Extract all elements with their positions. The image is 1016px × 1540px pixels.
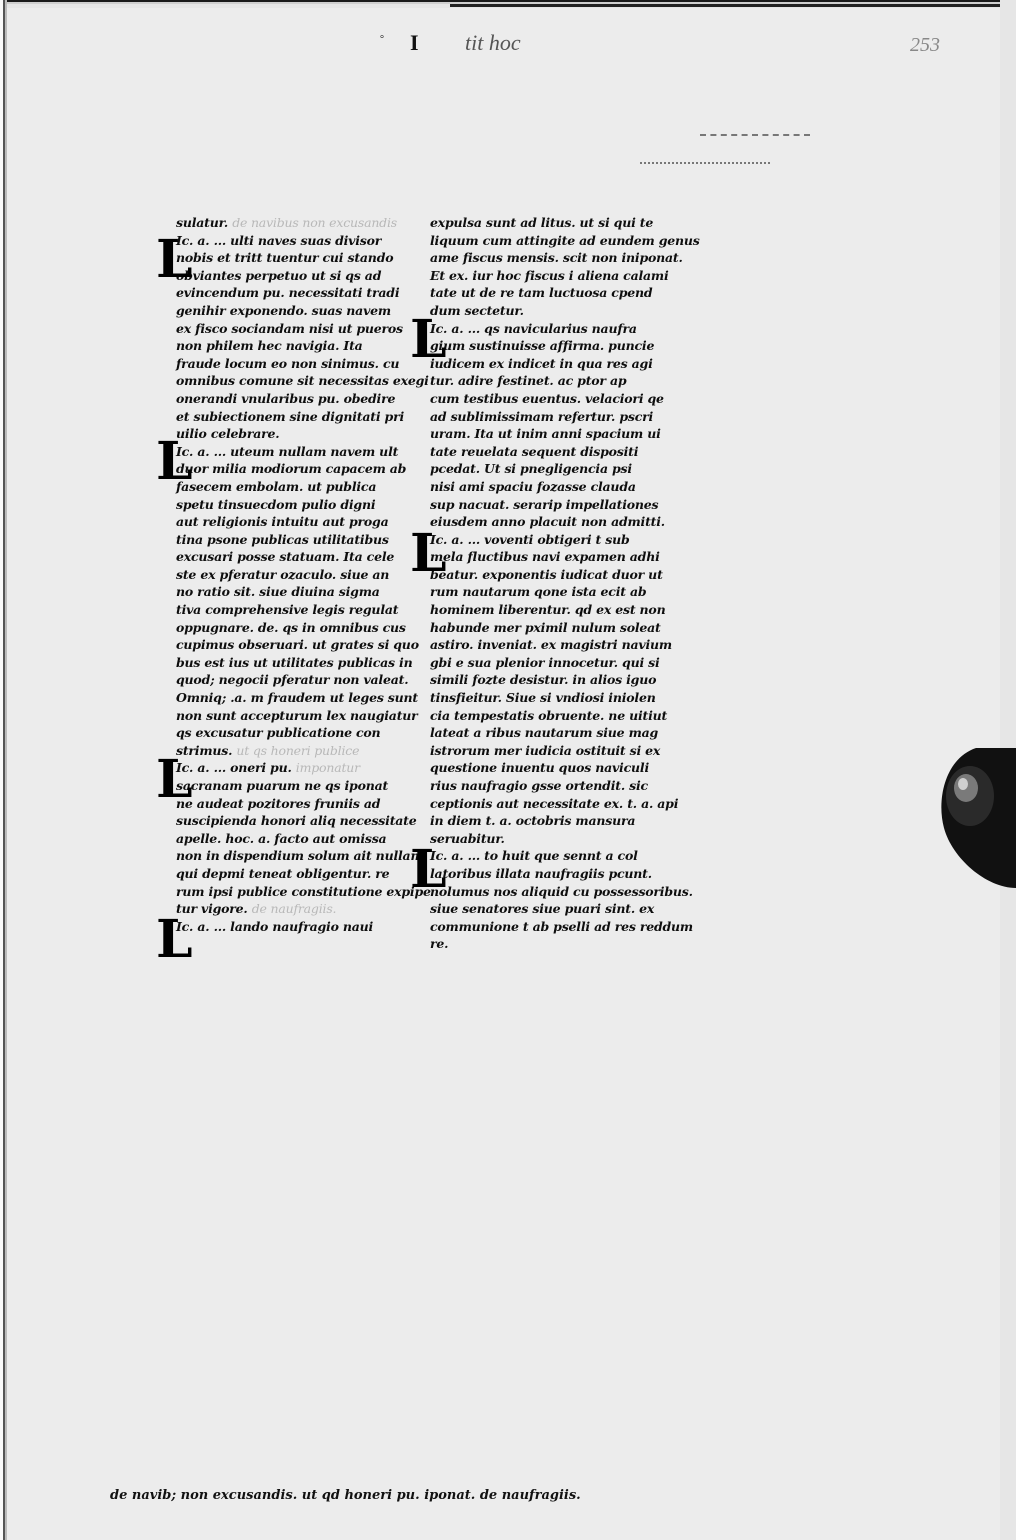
header-mark: I (410, 30, 419, 55)
text-line (176, 513, 402, 531)
line-text: eiusdem anno placuit non admitti. (430, 514, 665, 530)
line-text: cum testibus euentus. velaciori qe (430, 390, 664, 406)
text-line (176, 847, 424, 865)
text-line (176, 601, 402, 619)
line-text: latoribus illata naufragiis pcunt. (430, 865, 652, 881)
text-line (176, 812, 417, 830)
text-line (430, 865, 662, 883)
text-line (176, 214, 402, 232)
line-text: ex fisco sociandam nisi ut pueros (176, 320, 403, 336)
text-line (176, 707, 418, 725)
text-line (430, 566, 662, 584)
line-text: non in dispendium solum ait nullam (176, 848, 424, 864)
line-text: habunde mer pximil nulum soleat (430, 619, 661, 635)
header-title: tit hoc (465, 30, 521, 55)
text-line (430, 232, 700, 250)
line-text: Omniq; .a. m fraudem ut leges sunt (176, 690, 418, 706)
line-text: pcedat. Ut si pnegligencia psi (430, 461, 632, 477)
line-text: Ic. a. ... to huit que sennt a col (430, 848, 638, 864)
text-line (176, 478, 402, 496)
text-line (176, 496, 402, 514)
line-text: in diem t. a. octobris mansura (430, 813, 636, 829)
text-line (176, 566, 402, 584)
text-line (176, 425, 402, 443)
text-line (176, 883, 431, 901)
line-text: aut religionis intuitu aut proga (176, 514, 389, 530)
line-text: tate reuelata sequent dispositi (430, 443, 639, 459)
text-line (430, 935, 662, 953)
line-text: duor milia modiorum capacem ab (176, 461, 407, 477)
footer-annotation: de navib; non excusandis. ut qd honeri pu. iponat. de naufragiis. (110, 1488, 581, 1503)
text-line (430, 267, 669, 285)
text-line (430, 900, 662, 918)
text-line (430, 355, 662, 373)
line-text: evincendum pu. necessitati tradi (176, 285, 400, 301)
text-line (430, 531, 662, 549)
faded-rubric: de naufragiis. (251, 901, 337, 917)
binding-clip-image (936, 738, 1016, 898)
line-text: rius naufragio gsse ortendit. sic (430, 778, 648, 793)
folio-number: 253 (910, 34, 940, 56)
text-line (430, 830, 662, 848)
line-text: omnibus comune sit necessitas exegi (176, 373, 429, 389)
line-text: simili fozte desistur. in alios iguo (430, 672, 657, 688)
line-text: communione t ab pselli ad res reddum (430, 918, 693, 934)
text-line (176, 671, 409, 689)
text-line (176, 724, 402, 742)
line-text: uilio celebrare. (176, 426, 280, 442)
text-line (430, 671, 662, 689)
text-line (430, 478, 662, 496)
text-line (430, 795, 679, 813)
line-text: excusari posse statuam. Ita cele (176, 549, 395, 565)
line-text: ne audeat pozitores fruniis ad (176, 795, 381, 811)
text-line (176, 372, 429, 390)
line-text: no ratio sit. siue diuina sigma (176, 584, 380, 600)
initial-letter: L (410, 839, 447, 900)
text-line (430, 759, 662, 777)
line-text: istrorum mer iudicia ostituit si ex (430, 742, 661, 758)
text-line (176, 267, 402, 285)
initial-letter: L (410, 309, 447, 370)
text-line (430, 619, 662, 637)
line-text: qs excusatur publicatione con (176, 725, 381, 741)
binding-strip (450, 4, 1000, 7)
line-text: Ic. a. ... ulti naves suas divisor (176, 232, 382, 248)
line-text: non sunt accepturum lex naugiatur (176, 707, 418, 723)
line-text: tina psone publicas utilitatibus (176, 531, 389, 547)
text-line (176, 443, 402, 461)
line-text: ceptionis aut necessitate ex. t. a. api (430, 795, 679, 811)
text-line (430, 337, 662, 355)
line-text: nisi ami spaciu fozasse clauda (430, 478, 636, 494)
faded-rubric: ut qs honeri publice (236, 742, 360, 758)
text-line (176, 337, 402, 355)
text-line (176, 830, 402, 848)
text-line (176, 636, 419, 654)
line-text: ame fiscus mensis. scit non iniponat. (430, 250, 683, 266)
line-text: fraude locum eo non sinimus. cu (176, 355, 400, 371)
text-line (430, 654, 662, 672)
text-line (176, 795, 402, 813)
text-line (430, 918, 693, 936)
text-line (176, 619, 406, 637)
line-text: sacranam puarum ne qs iponat (176, 778, 389, 793)
line-text: re. (430, 936, 449, 952)
line-text: uram. Ita ut inim anni spacium ui (430, 426, 661, 442)
line-text: tiva comprehensive legis regulat (176, 602, 399, 618)
line-text: Et ex. iur hoc fiscus i aliena calami (430, 267, 669, 283)
initial-letter: L (410, 523, 447, 584)
line-text: seruabitur. (430, 830, 505, 846)
line-text: tur vigore. (176, 901, 248, 917)
text-line (176, 689, 418, 707)
text-line (176, 865, 402, 883)
line-text: liquum cum attingite ad eundem genus (430, 232, 700, 248)
header-dot: ° (380, 34, 384, 45)
text-line (430, 707, 668, 725)
initial-letter: L (156, 229, 193, 290)
line-text: obviantes perpetuo ut si qs ad (176, 267, 382, 283)
line-text: Ic. a. ... qs navicularius naufra (430, 320, 637, 336)
line-text: mela fluctibus navi expamen adhi (430, 549, 660, 565)
text-line (430, 847, 662, 865)
text-line (176, 390, 402, 408)
text-line (430, 548, 662, 566)
line-text: qui depmi teneat obligentur. re (176, 865, 390, 881)
line-text: apelle. hoc. a. facto aut omissa (176, 830, 387, 846)
line-text: sup nacuat. serarip impellationes (430, 496, 659, 512)
line-text: questione inuentu quos naviculi (430, 760, 650, 776)
line-text: ste ex pferatur ozaculo. siue an (176, 566, 390, 582)
text-line (176, 232, 402, 250)
line-text: nolumus nos aliquid cu possessoribus. (430, 883, 693, 899)
text-line (430, 513, 665, 531)
line-text: onerandi vnularibus pu. obedire (176, 390, 396, 406)
line-text: non philem hec navigia. Ita (176, 338, 363, 354)
text-line (430, 249, 683, 267)
line-text: suscipienda honori aliq necessitate (176, 813, 417, 829)
text-line (430, 689, 662, 707)
page-left-edge (0, 0, 7, 1540)
text-line (176, 531, 402, 549)
text-line (430, 390, 662, 408)
line-text: gbi e sua plenior innocetur. qui si (430, 654, 660, 670)
text-line (176, 460, 407, 478)
initial-letter: L (156, 909, 193, 970)
text-line (430, 460, 662, 478)
text-line (430, 812, 662, 830)
text-line (430, 777, 662, 795)
text-line (430, 372, 662, 390)
line-text: fasecem embolam. ut publica (176, 478, 377, 494)
line-text: cupimus obseruari. ut grates si quo (176, 637, 419, 653)
line-text: genihir exponendo. suas navem (176, 302, 391, 318)
text-line (176, 249, 402, 267)
line-text: cia tempestatis obruente. ne uitiut (430, 707, 668, 723)
text-line (430, 284, 662, 302)
line-text: ad sublimissimam refertur. pscri (430, 408, 654, 424)
line-text: astiro. inveniat. ex magistri navium (430, 637, 672, 653)
line-text: dum sectetur. (430, 302, 524, 318)
line-text: et subiectionem sine dignitati pri (176, 408, 405, 424)
line-text: Ic. a. ... oneri pu. (176, 760, 292, 776)
text-line (430, 724, 662, 742)
initial-letter: L (156, 749, 193, 810)
text-line (176, 742, 402, 760)
text-line (176, 320, 402, 338)
text-line (430, 583, 662, 601)
text-line (430, 443, 662, 461)
text-line (430, 883, 693, 901)
text-line (176, 355, 402, 373)
text-line (176, 654, 413, 672)
line-text: gium sustinuisse affirma. puncie (430, 338, 655, 354)
line-text: sulatur. (176, 215, 229, 230)
line-text: Ic. a. ... lando naufragio naui (176, 918, 374, 934)
text-column-left (176, 214, 431, 935)
ruling-mark (700, 134, 810, 136)
line-text: Ic. a. ... voventi obtigeri t sub (430, 531, 630, 547)
line-text: bus est ius ut utilitates publicas in (176, 654, 413, 670)
line-text: tur. adire festinet. ac ptor ap (430, 373, 627, 389)
text-line (430, 302, 662, 320)
line-text: oppugnare. de. qs in omnibus cus (176, 619, 406, 635)
text-line (430, 496, 662, 514)
line-text: rum nautarum qone ista ecit ab (430, 584, 647, 600)
text-line (176, 284, 402, 302)
text-line (430, 601, 666, 619)
text-column-right (430, 214, 700, 953)
line-text: beatur. exponentis iudicat duor ut (430, 566, 663, 582)
line-text: lateat a ribus nautarum siue mag (430, 725, 659, 741)
line-text: expulsa sunt ad litus. ut si qui te (430, 215, 654, 230)
text-line (430, 425, 662, 443)
text-line (176, 759, 402, 777)
line-text: rum ipsi publice constitutione expipe (176, 883, 431, 899)
text-line (176, 302, 402, 320)
text-line (430, 636, 672, 654)
text-line (430, 408, 662, 426)
text-line (176, 548, 402, 566)
text-line (176, 900, 402, 918)
ruling-mark (640, 162, 770, 164)
line-text: tinsfieitur. Siue si vndiosi iniolen (430, 690, 656, 706)
line-text: iudicem ex indicet in qua res agi (430, 355, 653, 371)
line-text: quod; negocii pferatur non valeat. (176, 672, 409, 688)
line-text: tate ut de re tam luctuosa cpend (430, 285, 653, 301)
text-line (176, 777, 402, 795)
running-header (380, 30, 630, 58)
text-line (430, 320, 662, 338)
line-text: siue senatores siue puari sint. ex (430, 901, 655, 917)
line-text: nobis et tritt tuentur cui stando (176, 250, 394, 266)
faded-rubric: de navibus non excusandis (232, 215, 397, 230)
text-line (176, 583, 402, 601)
line-text: hominem liberentur. qd ex est non (430, 602, 666, 618)
line-text: spetu tinsuecdom pulio digni (176, 496, 376, 512)
text-line (176, 408, 405, 426)
faded-rubric: imponatur (295, 760, 360, 776)
initial-letter: L (156, 431, 193, 492)
line-text: Ic. a. ... uteum nullam navem ult (176, 443, 399, 459)
text-line (176, 918, 402, 936)
line-text: strimus. (176, 742, 233, 758)
text-line (430, 214, 662, 232)
text-line (430, 742, 662, 760)
